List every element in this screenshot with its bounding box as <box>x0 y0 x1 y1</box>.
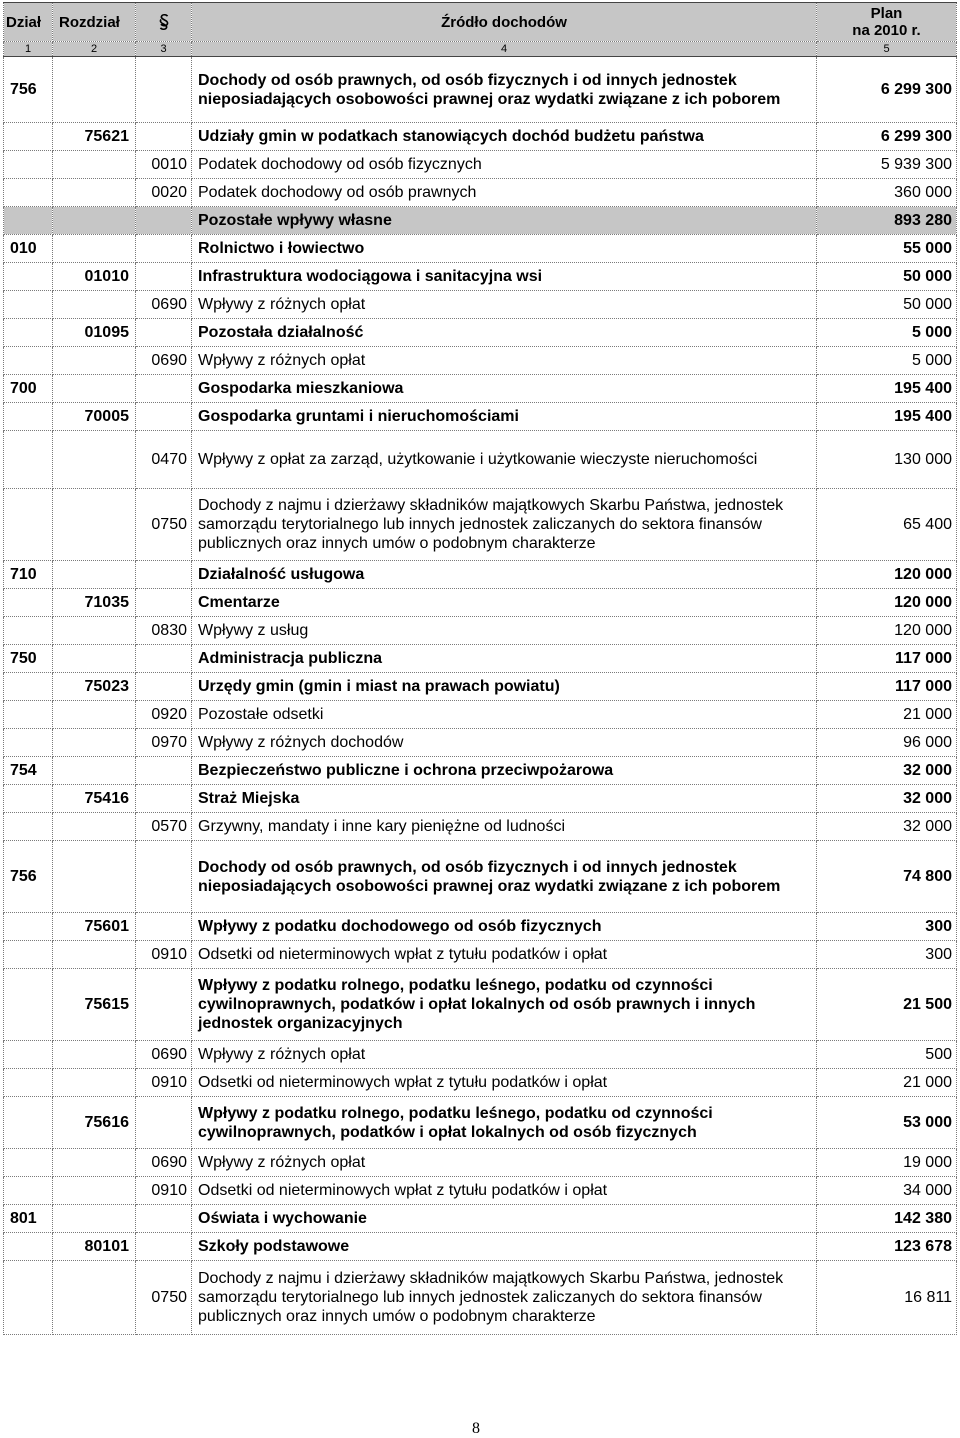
table-row <box>4 785 957 813</box>
table-row <box>4 589 957 617</box>
cell-dzial <box>4 617 53 645</box>
table-row <box>4 941 957 969</box>
cell-paragraf: 0910 <box>136 1069 192 1097</box>
table-header <box>4 3 957 42</box>
cell-plan: 74 800 <box>817 841 957 913</box>
cell-plan: 55 000 <box>817 235 957 263</box>
cell-plan: 32 000 <box>817 757 957 785</box>
cell-dzial <box>4 403 53 431</box>
cell-dzial <box>4 1177 53 1205</box>
cell-rozdzial: 01010 <box>53 263 136 291</box>
table-row <box>4 757 957 785</box>
cell-zrodlo: Gospodarka gruntami i nieruchomościami <box>192 403 817 431</box>
cell-plan: 300 <box>817 913 957 941</box>
header-plan-line1: Plan <box>870 5 903 22</box>
cell-rozdzial <box>53 617 136 645</box>
table-row <box>4 179 957 207</box>
revenue-table <box>3 2 957 1335</box>
cell-paragraf <box>136 123 192 151</box>
table-row <box>4 489 957 561</box>
table-row <box>4 263 957 291</box>
cell-paragraf: 0750 <box>136 1261 192 1335</box>
table-row <box>4 347 957 375</box>
cell-plan: 120 000 <box>817 561 957 589</box>
cell-zrodlo: Dochody od osób prawnych, od osób fizycznych i od innych jednostek nieposiadających osobowości prawnej oraz wydatki związane z ich poborem <box>192 57 817 123</box>
cell-plan: 50 000 <box>817 291 957 319</box>
table-row <box>4 151 957 179</box>
table-row <box>4 319 957 347</box>
cell-zrodlo: Pozostałe odsetki <box>192 701 817 729</box>
table-row <box>4 431 957 489</box>
cell-zrodlo: Odsetki od nieterminowych wpłat z tytułu podatków i opłat <box>192 1069 817 1097</box>
table-row <box>4 235 957 263</box>
cell-rozdzial <box>53 757 136 785</box>
cell-paragraf <box>136 589 192 617</box>
cell-zrodlo: Podatek dochodowy od osób fizycznych <box>192 151 817 179</box>
cell-rozdzial: 71035 <box>53 589 136 617</box>
cell-dzial <box>4 179 53 207</box>
cell-rozdzial <box>53 813 136 841</box>
cell-dzial <box>4 1261 53 1335</box>
cell-dzial: 010 <box>4 235 53 263</box>
table-row <box>4 841 957 913</box>
cell-zrodlo: Dochody z najmu i dzierżawy składników majątkowych Skarbu Państwa, jednostek samorządu terytorialnego lub innych jednostek zaliczanych do sektora finansów publicznych oraz innych umów o podobnym charakterze <box>192 489 817 561</box>
cell-plan: 5 000 <box>817 319 957 347</box>
cell-paragraf <box>136 1233 192 1261</box>
cell-plan: 6 299 300 <box>817 123 957 151</box>
cell-rozdzial <box>53 1149 136 1177</box>
cell-paragraf: 0970 <box>136 729 192 757</box>
cell-dzial <box>4 913 53 941</box>
cell-paragraf: 0470 <box>136 431 192 489</box>
cell-dzial <box>4 123 53 151</box>
col-number-2: 2 <box>53 42 136 57</box>
cell-zrodlo: Wpływy z podatku dochodowego od osób fizycznych <box>192 913 817 941</box>
cell-rozdzial <box>53 1261 136 1335</box>
cell-plan: 142 380 <box>817 1205 957 1233</box>
cell-plan: 120 000 <box>817 617 957 645</box>
cell-plan: 195 400 <box>817 403 957 431</box>
table-row <box>4 969 957 1041</box>
cell-paragraf <box>136 645 192 673</box>
cell-paragraf <box>136 403 192 431</box>
table-row <box>4 1261 957 1335</box>
table-row <box>4 123 957 151</box>
cell-plan: 96 000 <box>817 729 957 757</box>
cell-plan: 360 000 <box>817 179 957 207</box>
cell-zrodlo: Wpływy z różnych opłat <box>192 347 817 375</box>
cell-rozdzial <box>53 235 136 263</box>
cell-plan: 19 000 <box>817 1149 957 1177</box>
cell-rozdzial <box>53 431 136 489</box>
table-row <box>4 673 957 701</box>
cell-dzial <box>4 1041 53 1069</box>
cell-dzial <box>4 1149 53 1177</box>
cell-plan: 50 000 <box>817 263 957 291</box>
cell-plan: 32 000 <box>817 785 957 813</box>
cell-plan: 117 000 <box>817 673 957 701</box>
cell-rozdzial: 01095 <box>53 319 136 347</box>
cell-rozdzial <box>53 291 136 319</box>
cell-paragraf <box>136 785 192 813</box>
cell-dzial <box>4 941 53 969</box>
cell-rozdzial: 75416 <box>53 785 136 813</box>
cell-paragraf <box>136 841 192 913</box>
cell-zrodlo: Urzędy gmin (gmin i miast na prawach powiatu) <box>192 673 817 701</box>
table-row <box>4 1177 957 1205</box>
cell-paragraf <box>136 1097 192 1149</box>
cell-zrodlo: Udziały gmin w podatkach stanowiących dochód budżetu państwa <box>192 123 817 151</box>
table-row <box>4 291 957 319</box>
cell-paragraf: 0570 <box>136 813 192 841</box>
cell-rozdzial <box>53 729 136 757</box>
cell-zrodlo: Wpływy z różnych dochodów <box>192 729 817 757</box>
cell-paragraf: 0690 <box>136 1041 192 1069</box>
cell-rozdzial: 80101 <box>53 1233 136 1261</box>
cell-dzial <box>4 431 53 489</box>
cell-zrodlo: Szkoły podstawowe <box>192 1233 817 1261</box>
cell-rozdzial <box>53 1069 136 1097</box>
cell-zrodlo: Wpływy z różnych opłat <box>192 291 817 319</box>
cell-zrodlo: Dochody z najmu i dzierżawy składników majątkowych Skarbu Państwa, jednostek samorządu terytorialnego lub innych jednostek zaliczanych do sektora finansów publicznych oraz innych umów o podobnym charakterze <box>192 1261 817 1335</box>
cell-zrodlo: Pozostałe wpływy własne <box>192 207 817 235</box>
cell-dzial: 756 <box>4 841 53 913</box>
cell-rozdzial <box>53 561 136 589</box>
cell-zrodlo: Wpływy z podatku rolnego, podatku leśnego, podatku od czynności cywilnoprawnych, podatków i opłat lokalnych od osób fizycznych <box>192 1097 817 1149</box>
cell-dzial <box>4 263 53 291</box>
cell-dzial <box>4 785 53 813</box>
cell-zrodlo: Działalność usługowa <box>192 561 817 589</box>
cell-paragraf: 0910 <box>136 941 192 969</box>
table-row <box>4 561 957 589</box>
cell-rozdzial <box>53 347 136 375</box>
col-number-5: 5 <box>817 42 957 57</box>
cell-dzial: 754 <box>4 757 53 785</box>
cell-plan: 130 000 <box>817 431 957 489</box>
cell-dzial <box>4 1069 53 1097</box>
cell-zrodlo: Rolnictwo i łowiectwo <box>192 235 817 263</box>
table-row <box>4 375 957 403</box>
cell-plan: 53 000 <box>817 1097 957 1149</box>
cell-paragraf <box>136 207 192 235</box>
cell-paragraf: 0690 <box>136 291 192 319</box>
cell-zrodlo: Odsetki od nieterminowych wpłat z tytułu podatków i opłat <box>192 1177 817 1205</box>
cell-plan: 5 939 300 <box>817 151 957 179</box>
cell-dzial <box>4 729 53 757</box>
cell-paragraf <box>136 1205 192 1233</box>
cell-dzial <box>4 207 53 235</box>
cell-rozdzial <box>53 701 136 729</box>
cell-paragraf <box>136 319 192 347</box>
cell-dzial <box>4 319 53 347</box>
cell-paragraf <box>136 57 192 123</box>
table-row <box>4 1041 957 1069</box>
header-plan <box>817 3 957 42</box>
cell-zrodlo: Odsetki od nieterminowych wpłat z tytułu podatków i opłat <box>192 941 817 969</box>
cell-rozdzial <box>53 151 136 179</box>
cell-rozdzial: 70005 <box>53 403 136 431</box>
table-row <box>4 1205 957 1233</box>
cell-dzial <box>4 589 53 617</box>
cell-zrodlo: Administracja publiczna <box>192 645 817 673</box>
page-number: 8 <box>472 1420 480 1437</box>
cell-plan: 21 000 <box>817 701 957 729</box>
cell-zrodlo: Oświata i wychowanie <box>192 1205 817 1233</box>
cell-paragraf <box>136 375 192 403</box>
table-row <box>4 1097 957 1149</box>
col-number-1: 1 <box>4 42 53 57</box>
cell-paragraf: 0010 <box>136 151 192 179</box>
cell-rozdzial <box>53 941 136 969</box>
cell-dzial <box>4 151 53 179</box>
cell-plan: 195 400 <box>817 375 957 403</box>
cell-dzial <box>4 1233 53 1261</box>
cell-dzial <box>4 291 53 319</box>
cell-paragraf <box>136 673 192 701</box>
cell-plan: 893 280 <box>817 207 957 235</box>
table-row <box>4 813 957 841</box>
cell-rozdzial <box>53 1041 136 1069</box>
cell-paragraf <box>136 969 192 1041</box>
cell-paragraf <box>136 235 192 263</box>
table-row <box>4 403 957 431</box>
cell-zrodlo: Podatek dochodowy od osób prawnych <box>192 179 817 207</box>
cell-paragraf: 0690 <box>136 1149 192 1177</box>
cell-plan: 5 000 <box>817 347 957 375</box>
header-rozdzial: Rozdział <box>53 3 136 42</box>
cell-dzial <box>4 489 53 561</box>
cell-zrodlo: Pozostała działalność <box>192 319 817 347</box>
cell-dzial <box>4 347 53 375</box>
table-body <box>4 57 957 1335</box>
col-number-3: 3 <box>136 42 192 57</box>
cell-rozdzial: 75621 <box>53 123 136 151</box>
cell-paragraf: 0690 <box>136 347 192 375</box>
cell-dzial: 801 <box>4 1205 53 1233</box>
cell-paragraf <box>136 757 192 785</box>
cell-paragraf: 0920 <box>136 701 192 729</box>
cell-paragraf <box>136 561 192 589</box>
cell-dzial <box>4 1097 53 1149</box>
cell-rozdzial <box>53 179 136 207</box>
table-row <box>4 1069 957 1097</box>
cell-zrodlo: Infrastruktura wodociągowa i sanitacyjna wsi <box>192 263 817 291</box>
cell-zrodlo: Wpływy z podatku rolnego, podatku leśnego, podatku od czynności cywilnoprawnych, podatków i opłat lokalnych od osób prawnych i innych jednostek organizacyjnych <box>192 969 817 1041</box>
column-numbers-row <box>4 42 957 57</box>
header-zrodlo: Źródło dochodów <box>192 3 817 42</box>
header-paragraf <box>136 3 192 42</box>
cell-rozdzial: 75615 <box>53 969 136 1041</box>
cell-plan: 120 000 <box>817 589 957 617</box>
cell-zrodlo: Dochody od osób prawnych, od osób fizycznych i od innych jednostek nieposiadających osobowości prawnej oraz wydatki związane z ich poborem <box>192 841 817 913</box>
cell-zrodlo: Gospodarka mieszkaniowa <box>192 375 817 403</box>
cell-rozdzial <box>53 207 136 235</box>
cell-plan: 6 299 300 <box>817 57 957 123</box>
cell-zrodlo: Wpływy z opłat za zarząd, użytkowanie i użytkowanie wieczyste nieruchomości <box>192 431 817 489</box>
cell-rozdzial <box>53 57 136 123</box>
cell-rozdzial <box>53 1177 136 1205</box>
cell-plan: 21 500 <box>817 969 957 1041</box>
cell-zrodlo: Bezpieczeństwo publiczne i ochrona przeciwpożarowa <box>192 757 817 785</box>
cell-dzial: 756 <box>4 57 53 123</box>
cell-plan: 117 000 <box>817 645 957 673</box>
cell-paragraf: 0020 <box>136 179 192 207</box>
cell-plan: 34 000 <box>817 1177 957 1205</box>
cell-plan: 21 000 <box>817 1069 957 1097</box>
table-row <box>4 729 957 757</box>
cell-dzial: 750 <box>4 645 53 673</box>
cell-paragraf: 0910 <box>136 1177 192 1205</box>
cell-zrodlo: Wpływy z usług <box>192 617 817 645</box>
cell-plan: 65 400 <box>817 489 957 561</box>
cell-paragraf <box>136 913 192 941</box>
cell-zrodlo: Wpływy z różnych opłat <box>192 1149 817 1177</box>
cell-rozdzial <box>53 841 136 913</box>
cell-plan: 16 811 <box>817 1261 957 1335</box>
cell-zrodlo: Straż Miejska <box>192 785 817 813</box>
table-row <box>4 1149 957 1177</box>
table-row <box>4 701 957 729</box>
cell-dzial <box>4 969 53 1041</box>
table-row <box>4 57 957 123</box>
cell-rozdzial <box>53 645 136 673</box>
cell-rozdzial <box>53 375 136 403</box>
header-plan-line2: na 2010 r. <box>852 22 921 39</box>
cell-zrodlo: Grzywny, mandaty i inne kary pieniężne od ludności <box>192 813 817 841</box>
table-row <box>4 645 957 673</box>
cell-zrodlo: Cmentarze <box>192 589 817 617</box>
cell-dzial <box>4 813 53 841</box>
cell-plan: 32 000 <box>817 813 957 841</box>
cell-rozdzial <box>53 489 136 561</box>
table-row <box>4 1233 957 1261</box>
cell-rozdzial <box>53 1205 136 1233</box>
cell-zrodlo: Wpływy z różnych opłat <box>192 1041 817 1069</box>
table-row <box>4 617 957 645</box>
cell-rozdzial: 75023 <box>53 673 136 701</box>
cell-paragraf: 0830 <box>136 617 192 645</box>
cell-rozdzial: 75616 <box>53 1097 136 1149</box>
cell-dzial <box>4 673 53 701</box>
cell-rozdzial: 75601 <box>53 913 136 941</box>
cell-paragraf: 0750 <box>136 489 192 561</box>
section-sign-icon <box>157 13 171 31</box>
cell-paragraf <box>136 263 192 291</box>
cell-dzial <box>4 701 53 729</box>
col-number-4: 4 <box>192 42 817 57</box>
cell-dzial: 700 <box>4 375 53 403</box>
header-dzial: Dział <box>4 3 53 42</box>
cell-plan: 123 678 <box>817 1233 957 1261</box>
cell-plan: 300 <box>817 941 957 969</box>
table-row <box>4 207 957 235</box>
cell-dzial: 710 <box>4 561 53 589</box>
cell-plan: 500 <box>817 1041 957 1069</box>
table-row <box>4 913 957 941</box>
